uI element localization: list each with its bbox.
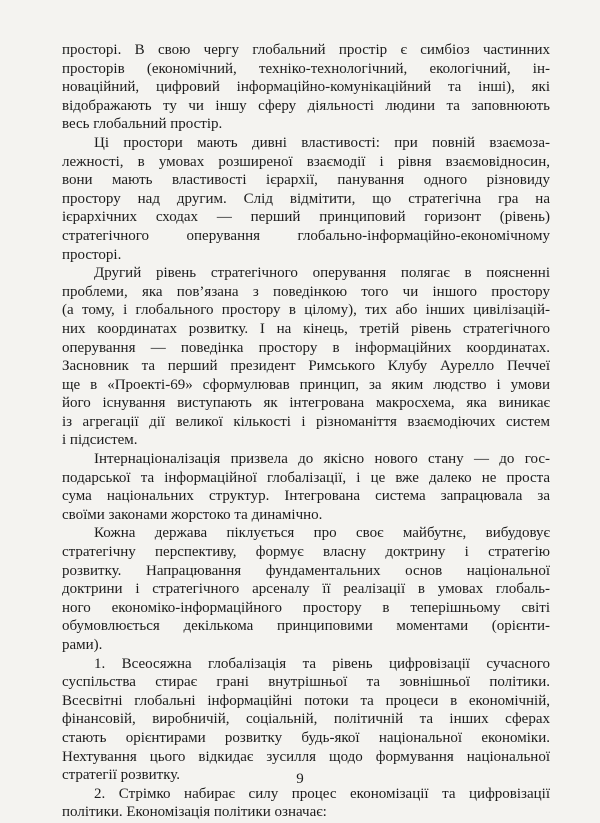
- text-line: його існування виступають як інтегрована макросхема, яка виникає: [62, 395, 550, 412]
- text-line: із агрегації дії великої кількості і різноманіття взаємодіючих систем: [62, 413, 550, 430]
- text-line: стратегічну перспективу, формує власну доктрину і стратегію: [62, 544, 550, 561]
- text-line: політики. Економізація політики означає:: [62, 804, 327, 821]
- text-line: доктрини і стратегічного арсеналу її реалізації в умовах глобаль-: [62, 581, 550, 598]
- text-line: просторі. В свою чергу глобальний простір є симбіоз частинних: [62, 42, 550, 58]
- text-line: просторів (економічний, техніко-технологічний, екологічний, ін-: [62, 60, 550, 77]
- text-line: ного економіко-інформаційного простору в теперішньому світі: [62, 599, 550, 616]
- text-line: Нехтування цього відкидає зусилля щодо формування національної: [62, 748, 550, 765]
- text-line: подарської та інформаційної глобалізації, і це вже далеко не проста: [62, 469, 550, 486]
- text-line: весь глобальний простір.: [62, 116, 223, 133]
- text-line: них координатах розвитку. І на кінець, третій рівень стратегічного: [62, 320, 550, 337]
- page-number: 9: [296, 771, 304, 787]
- text-line: Засновник та перший президент Римського Клубу Аурелло Печчеї: [62, 358, 550, 375]
- text-line: і підсистем.: [62, 432, 138, 449]
- text-line: ієрархічних сходах — перший принциповий горизонт (рівень): [62, 209, 550, 226]
- text-line: лежності, в умовах розширеної взаємодії і рівня взаємовідносин,: [62, 153, 550, 170]
- text-line: стратегії розвитку.: [62, 767, 181, 784]
- text-line: простору над другим. Слід відмітити, що стратегічна гра на: [62, 190, 550, 207]
- text-line: Ці простори мають дивні властивості: при повній взаємоза-: [94, 134, 550, 151]
- text-line: стають орієнтирами розвитку будь-якої національної економіки.: [62, 729, 550, 746]
- text-line: 1. Всеосяжна глобалізація та рівень цифровізації сучасного: [94, 655, 550, 672]
- text-line: ще в «Проекті-69» сформулював принцип, за яким людство і умови: [62, 376, 550, 393]
- text-line: Всесвітні глобальні інформаційні потоки та процеси в економічній,: [62, 692, 550, 709]
- text-line: рами).: [62, 637, 103, 653]
- text-line: обумовлюється декількома принциповими моментами (орієнти-: [62, 618, 550, 635]
- text-line: фінансовій, виробничій, соціальній, політичній та інших сферах: [62, 711, 550, 728]
- text-line: Другий рівень стратегічного оперування полягає в поясненні: [94, 265, 550, 282]
- body-text: [62, 41, 550, 822]
- text-line: сума національних структур. Інтегрована система запрацювала за: [62, 488, 550, 505]
- text-line: вони мають властивості ієрархії, панування одного різновиду: [62, 172, 550, 189]
- text-line: 2. Стрімко набирає силу процес економізації та цифровізації: [94, 785, 550, 802]
- text-line: Інтернаціоналізація призвела до якісно нового стану — до гос-: [94, 451, 550, 468]
- text-line: оперування — поведінка простору в інформаційних координатах.: [62, 339, 550, 356]
- text-line: суспільства стирає грані внутрішньої та зовнішньої політики.: [62, 674, 550, 691]
- text-line: стратегічного оперування глобально-інформаційно-економічному: [62, 227, 550, 244]
- text-line: новаційний, цифровий інформаційно-комунікаційний та інші), які: [62, 79, 550, 96]
- text-line: проблеми, яка пов’язана з поведінкою того чи іншого простору: [62, 283, 550, 300]
- text-line: розвитку. Напрацювання фундаментальних основ національної: [62, 562, 550, 579]
- text-line: (а тому, і глобального простору в цілому), тих або інших цивілізацій-: [62, 302, 550, 319]
- text-line: Кожна держава піклується про своє майбутнє, вибудовує: [94, 525, 550, 542]
- text-line: просторі.: [62, 246, 122, 263]
- text-line: своїми законами жорстоко та динамічно.: [62, 506, 323, 523]
- text-line: відображають ту чи іншу сферу діяльності людини та заповнюють: [62, 97, 550, 114]
